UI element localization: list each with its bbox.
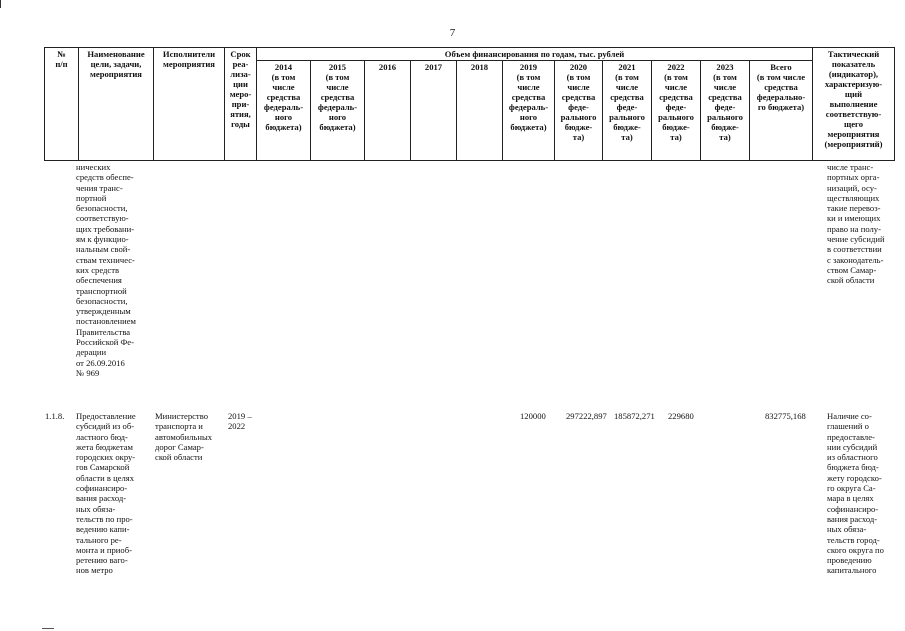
continuation-name-text: нических средств обеспе- чения транс- портной безопасности, соответствую- щих требовани- ям к функцио- нальным свой- ствам техничес- ких средств обеспечения транспортной безопасности, утвержденным постановлением Правительства Российской Фе- дерации от 26.09.2016 № 969 — [76, 162, 136, 378]
header-2021: 2021 (в том числе средства феде- рального бюдже- та) — [603, 61, 652, 161]
header-2014: 2014 (в том числе средства федераль- ного бюджета) — [257, 61, 311, 161]
header-name: Наименование цели, задачи, мероприятия — [79, 48, 154, 161]
page-number: 7 — [449, 27, 456, 39]
row-value-2022: 229680 — [668, 411, 694, 421]
header-no: № п/п — [45, 48, 79, 161]
row-value-2021: 185872,271 — [614, 411, 655, 421]
row-value-2019: 120000 — [520, 411, 546, 421]
header-2015: 2015 (в том числе средства федераль- ного бюджета) — [311, 61, 365, 161]
continuation-indicator-text: числе транс- портных орга- низаций, осу- ществляющих такие перевоз- ки и имеющих право на полу- чение субсидий в соответствии с законодатель- ством Самар- ской области — [827, 162, 885, 286]
header-2022: 2022 (в том числе средства феде- рального бюдже- та) — [652, 61, 701, 161]
header-indicator: Тактический показатель (индикатор), характеризую- щий выполнение соответствую- щего мероприятия (мероприятий) — [813, 48, 895, 161]
header-total: Всего (в том числе средства федерально- го бюджета) — [750, 61, 813, 161]
header-2016: 2016 — [365, 61, 411, 161]
header-2020: 2020 (в том числе средства феде- рального бюдже- та) — [555, 61, 603, 161]
header-2023: 2023 (в том числе средства феде- рального бюдже- та) — [701, 61, 750, 161]
row-term: 2019 – 2022 — [228, 411, 252, 432]
row-executor: Министерство транспорта и автомобильных дорог Самар- ской области — [155, 411, 213, 463]
row-value-2020: 297222,897 — [566, 411, 607, 421]
header-2018: 2018 — [457, 61, 503, 161]
header-table — [44, 47, 895, 161]
header-funding-title: Объем финансирования по годам, тыс. рублей — [257, 48, 813, 61]
row-indicator: Наличие со- глашений о предоставле- нии субсидий из областного бюджета бюд- жету городско- го округа Са- мара в целях софинансиро- вания расход- ных обяза- тельств город- ского округа по проведению капитального — [827, 411, 884, 576]
row-name: Предоставление субсидий из об- ластного бюд- жета бюджетам городских окру- гов Самарской области в целях софинансиро- вания расход- ных обяза- тельств по про- ведению капи- тального ре- монта и приоб- ретению ваго- нов метро — [76, 411, 136, 576]
header-2019: 2019 (в том числе средства федераль- ного бюджета) — [503, 61, 555, 161]
header-term: Срок реа- лиза- ции меро- при- ятия, годы — [225, 48, 257, 161]
header-executors: Исполнители мероприятия — [154, 48, 225, 161]
row-total: 832775,168 — [765, 411, 806, 421]
scan-mark — [42, 628, 54, 629]
page-edge-mark — [0, 0, 1, 8]
header-2017: 2017 — [411, 61, 457, 161]
row-number: 1.1.8. — [45, 411, 65, 421]
